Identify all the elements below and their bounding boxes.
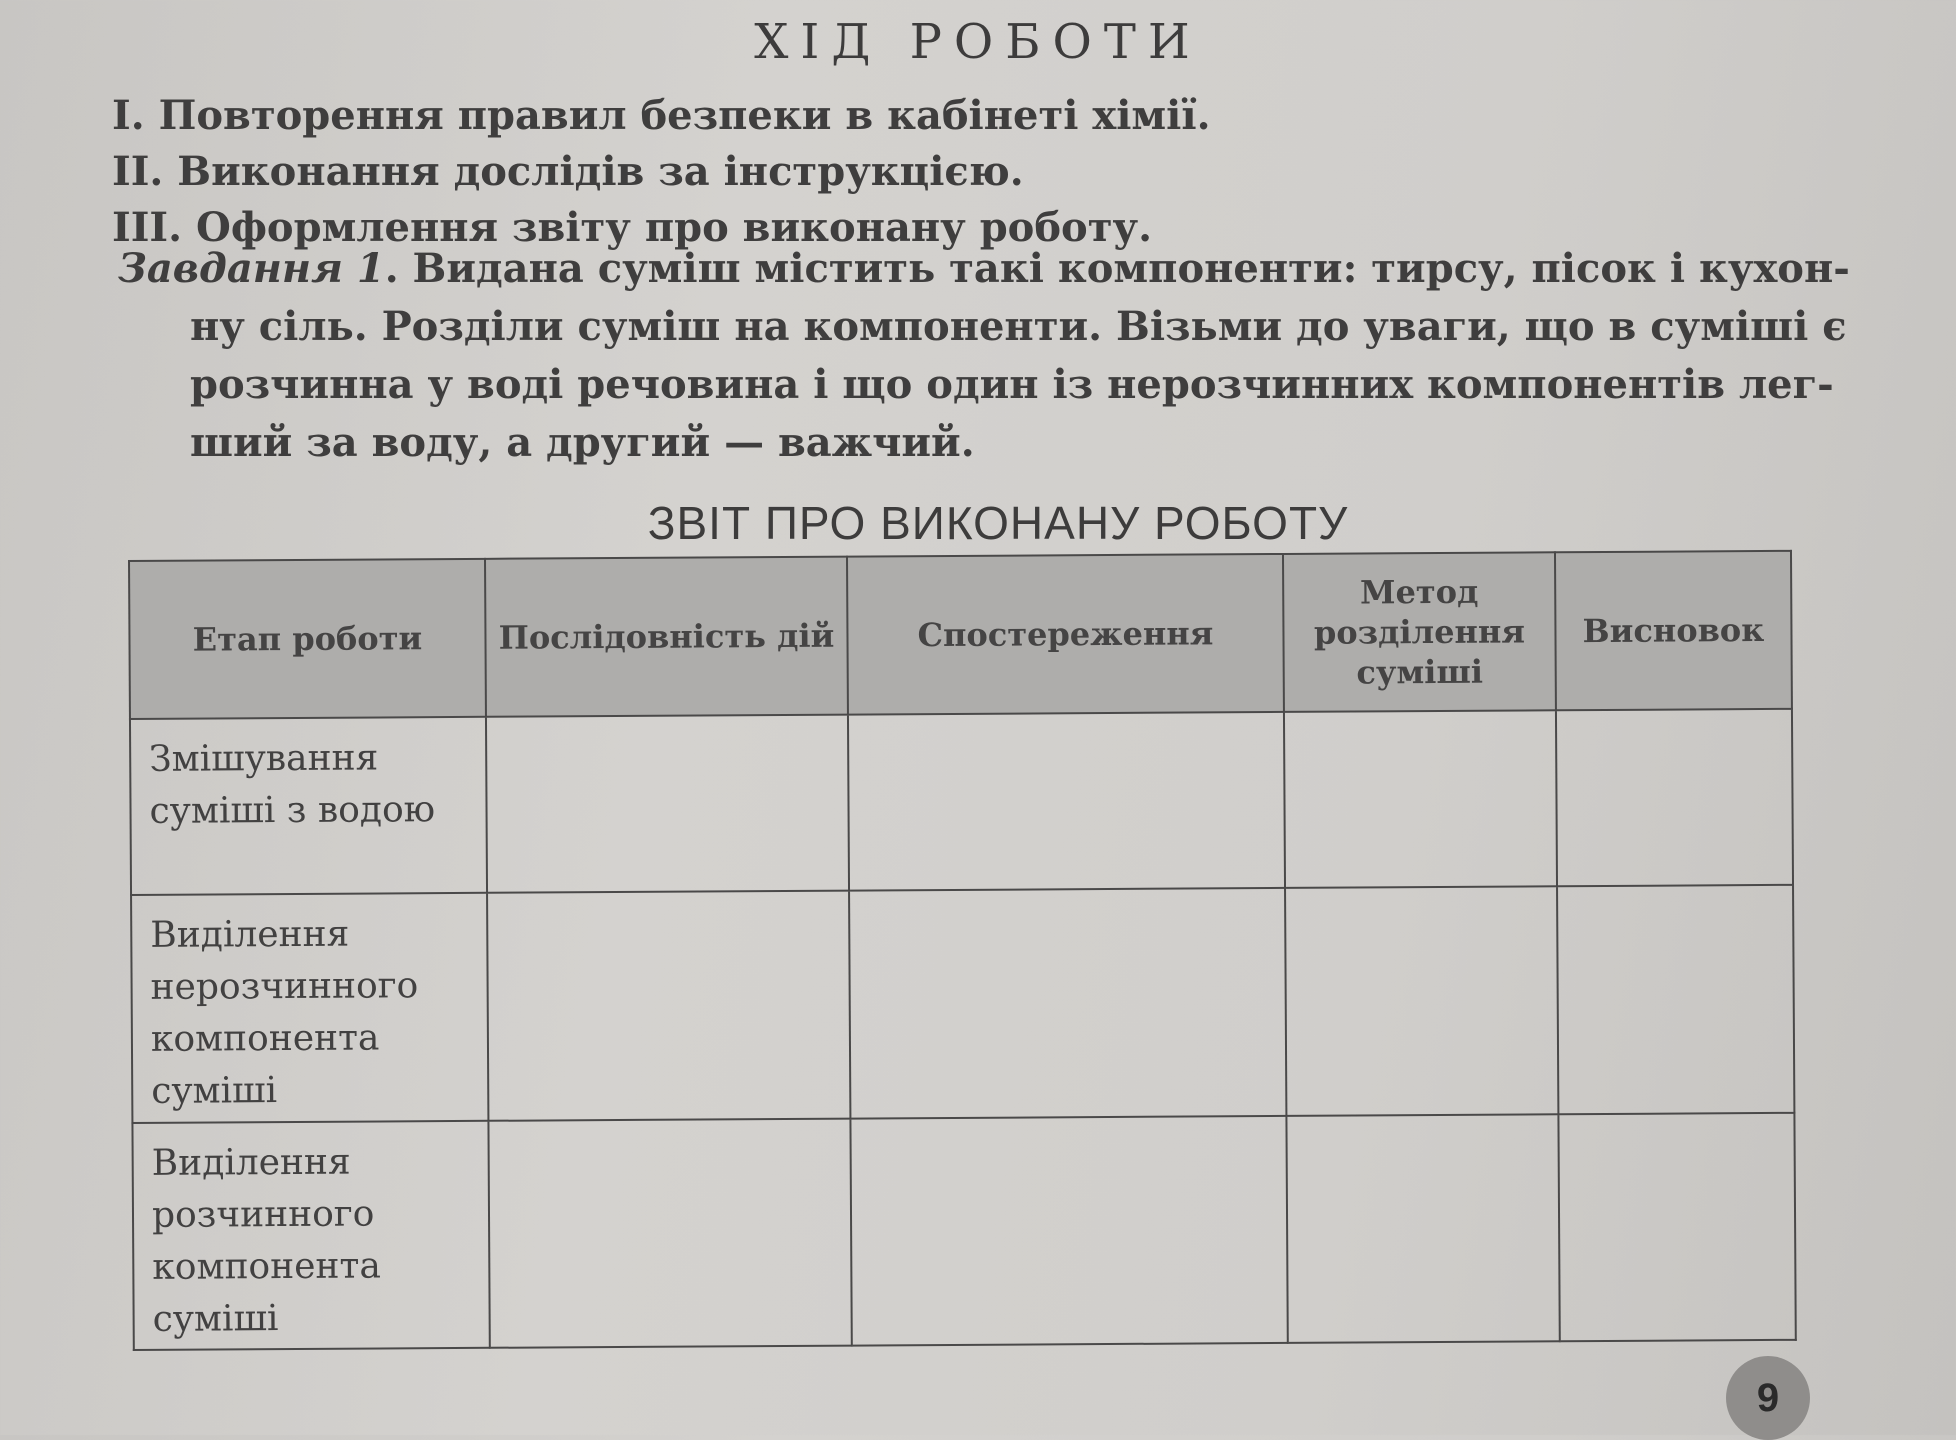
task-line: розчинна у воді речовина і що один із нерозчинних компонентів лег- [190, 361, 1834, 408]
step-2 [112, 148, 1024, 195]
column-header-stage: Етап роботи [129, 559, 486, 719]
table-row [131, 885, 1794, 1123]
sequence-cell[interactable] [486, 715, 849, 893]
page-number: 9 [1726, 1356, 1810, 1440]
task-line: ну сіль. Розділи суміш на компоненти. Візьми до уваги, що в суміші є [190, 303, 1847, 350]
conclusion-cell[interactable] [1557, 885, 1794, 1114]
conclusion-cell[interactable] [1556, 709, 1793, 886]
step-1 [112, 92, 1211, 139]
task-line [118, 240, 1850, 298]
column-header-observation: Спостереження [847, 554, 1284, 715]
step-text: Виконання дослідів за інструкцією. [177, 148, 1024, 195]
report-table [128, 550, 1797, 1351]
report-title: ЗВІТ ПРО ВИКОНАНУ РОБОТУ [647, 497, 1349, 549]
task-text: . Видана суміш містить такі компоненти: тирсу, пісок і кухон- [384, 245, 1850, 292]
column-header-method: Метод розділення суміші [1283, 552, 1556, 712]
method-cell[interactable] [1286, 1114, 1559, 1343]
column-header-sequence: Послідовність дій [485, 557, 848, 717]
stage-cell: Виділення нерозчинного компонента суміші [131, 893, 488, 1123]
observation-cell[interactable] [850, 1116, 1287, 1346]
table-row [130, 709, 1793, 895]
table-header-row [129, 551, 1792, 719]
section-heading: ХІД РОБОТИ [754, 14, 1202, 70]
sequence-cell[interactable] [488, 1119, 851, 1348]
observation-cell[interactable] [848, 712, 1285, 891]
stage-cell: Змішування суміші з водою [130, 717, 487, 895]
step-text: Повторення правил безпеки в кабінеті хімії. [158, 92, 1211, 139]
step-number: I. [112, 92, 145, 139]
stage-cell: Виділення розчинного компонента суміші [132, 1121, 489, 1350]
step-text: Оформлення звіту про виконану роботу. [196, 204, 1153, 251]
step-number: III. [112, 204, 183, 251]
table-row [132, 1113, 1795, 1350]
column-header-conclusion: Висновок [1555, 551, 1792, 710]
method-cell[interactable] [1285, 886, 1558, 1116]
method-cell[interactable] [1284, 710, 1557, 888]
observation-cell[interactable] [849, 888, 1286, 1119]
task-1 [118, 240, 1850, 472]
task-label: Завдання 1 [118, 245, 385, 292]
sequence-cell[interactable] [487, 891, 850, 1121]
step-number: II. [112, 148, 164, 195]
conclusion-cell[interactable] [1558, 1113, 1795, 1341]
task-line: ший за воду, а другий — важчий. [190, 419, 975, 466]
